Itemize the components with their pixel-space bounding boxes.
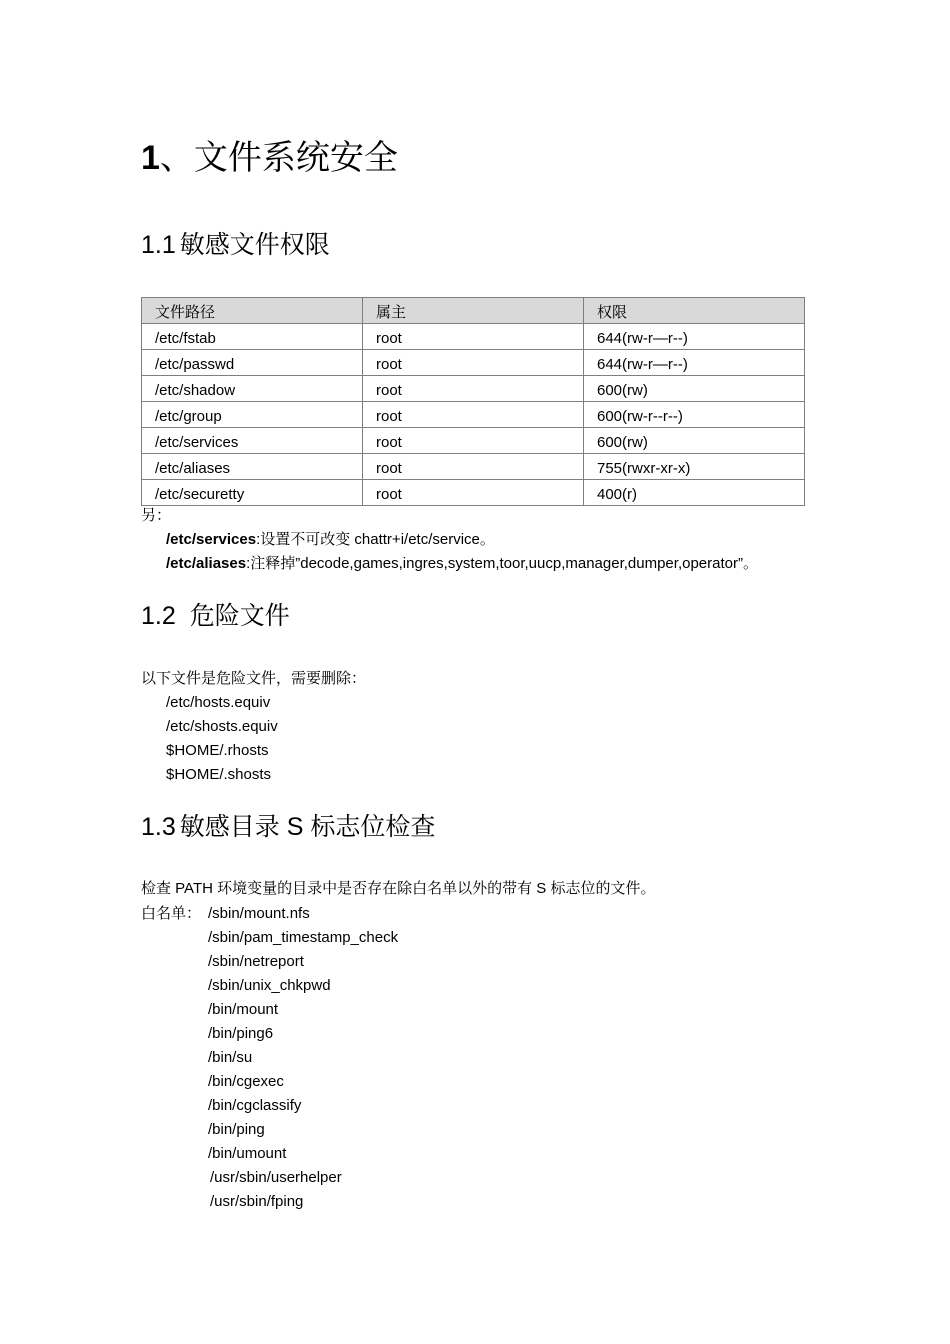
chapter-number: 1 <box>141 139 160 177</box>
cell-owner: root <box>363 454 584 480</box>
cell-permission: 400(r) <box>584 480 805 506</box>
list-item: $HOME/.rhosts <box>166 742 269 759</box>
section-title: 危险文件 <box>189 602 290 630</box>
cell-permission: 600(rw-r--r--) <box>584 402 805 428</box>
section-heading-1-3 <box>141 811 435 843</box>
note-path: /etc/aliases <box>166 555 247 572</box>
list-item: /bin/mount <box>208 1001 279 1018</box>
cell-permission: 644(rw-r—r--) <box>584 350 805 376</box>
cell-permission: 600(rw) <box>584 428 805 454</box>
cell-owner: root <box>363 402 584 428</box>
list-item: /sbin/pam_timestamp_check <box>208 929 399 946</box>
list-item: /bin/su <box>208 1049 253 1066</box>
table-row <box>142 428 805 454</box>
note-text: :设置不可改变 chattr+i/etc/service。 <box>256 531 495 548</box>
list-item: /etc/hosts.equiv <box>166 694 271 711</box>
list-item: /sbin/mount.nfs <box>208 905 310 922</box>
list-item: /bin/umount <box>208 1145 287 1162</box>
cell-path: /etc/fstab <box>142 324 363 350</box>
table-row <box>142 454 805 480</box>
table-row <box>142 350 805 376</box>
cell-permission: 600(rw) <box>584 376 805 402</box>
cell-path: /etc/shadow <box>142 376 363 402</box>
suid-check-intro: 检查 PATH 环境变量的目录中是否存在除白名单以外的带有 S 标志位的文件。 <box>141 880 656 897</box>
table-row <box>142 324 805 350</box>
table-header-row <box>142 298 805 324</box>
cell-permission: 644(rw-r—r--) <box>584 324 805 350</box>
section-number: 1.3 <box>141 813 176 841</box>
chapter-heading <box>141 136 398 180</box>
permissions-table <box>141 297 805 506</box>
section-title: 敏感目录 S 标志位检查 <box>179 813 436 841</box>
list-item: /bin/ping6 <box>208 1025 274 1042</box>
column-header-owner: 属主 <box>363 298 584 324</box>
cell-owner: root <box>363 376 584 402</box>
note-text: :注释掉”decode,games,ingres,system,toor,uucp,manager,dumper,operator”。 <box>246 555 758 572</box>
table-row <box>142 480 805 506</box>
cell-path: /etc/group <box>142 402 363 428</box>
cell-permission: 755(rwxr-xr-x) <box>584 454 805 480</box>
column-header-permission: 权限 <box>584 298 805 324</box>
list-item: /bin/ping <box>208 1121 265 1138</box>
cell-owner: root <box>363 350 584 376</box>
cell-path: /etc/aliases <box>142 454 363 480</box>
list-item: /sbin/unix_chkpwd <box>208 977 331 994</box>
table-row <box>142 402 805 428</box>
column-header-path: 文件路径 <box>142 298 363 324</box>
cell-path: /etc/services <box>142 428 363 454</box>
section-heading-1-1 <box>141 229 330 261</box>
whitelist-label: 白名单： <box>141 905 202 922</box>
section-heading-1-2 <box>141 600 290 632</box>
cell-path: /etc/passwd <box>142 350 363 376</box>
dangerous-files-intro: 以下文件是危险文件，需要删除： <box>141 670 367 687</box>
cell-owner: root <box>363 428 584 454</box>
note-services <box>166 528 495 552</box>
list-item: /usr/sbin/userhelper <box>210 1169 342 1186</box>
note-label: 另： <box>141 507 172 524</box>
list-item: $HOME/.shosts <box>166 766 272 783</box>
cell-owner: root <box>363 480 584 506</box>
list-item: /usr/sbin/fping <box>210 1193 304 1210</box>
cell-owner: root <box>363 324 584 350</box>
list-item: /sbin/netreport <box>208 953 304 970</box>
section-number: 1.2 <box>141 602 176 630</box>
list-item: /bin/cgclassify <box>208 1097 302 1114</box>
cell-path: /etc/securetty <box>142 480 363 506</box>
section-title: 敏感文件权限 <box>179 231 330 259</box>
list-item: /etc/shosts.equiv <box>166 718 278 735</box>
list-item: /bin/cgexec <box>208 1073 284 1090</box>
note-path: /etc/services <box>166 531 257 548</box>
note-aliases <box>166 552 758 576</box>
section-number: 1.1 <box>141 231 176 259</box>
table-row <box>142 376 805 402</box>
chapter-title: 、文件系统安全 <box>159 139 398 177</box>
